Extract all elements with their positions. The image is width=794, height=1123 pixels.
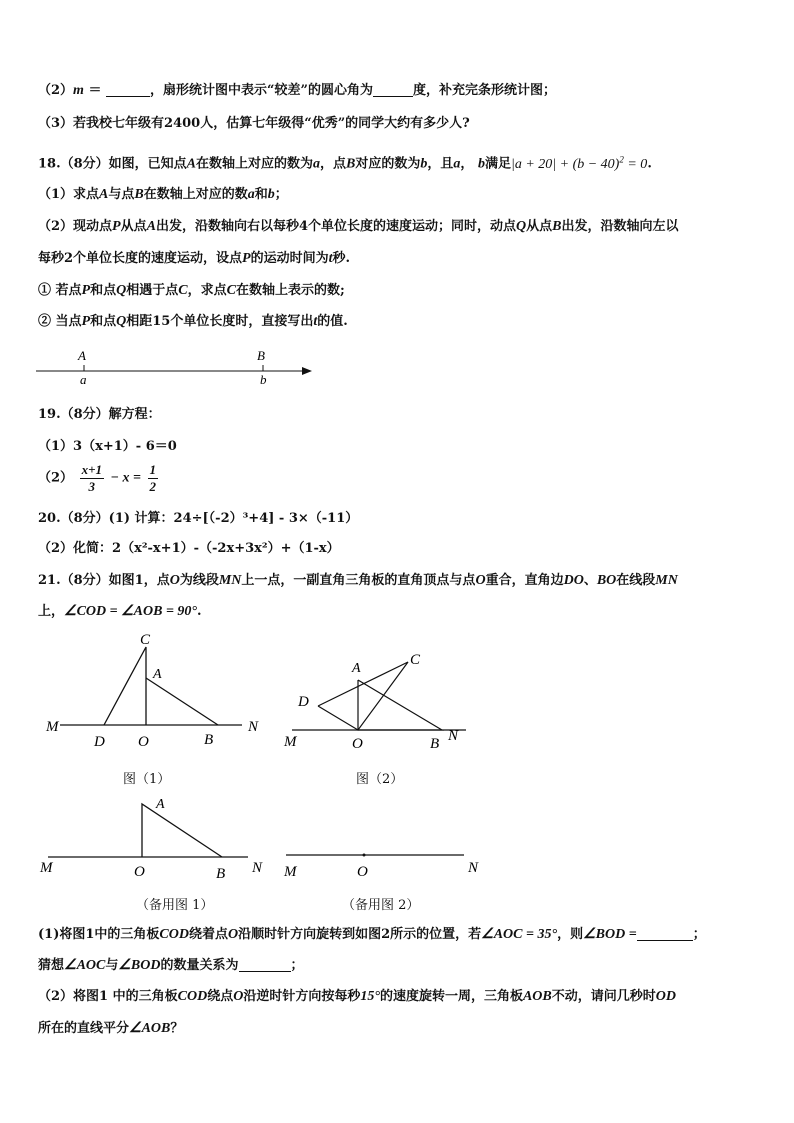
number-line-figure: [36, 344, 318, 386]
q20-part2: （2）化简：2（x²-x+1）-（-2x+3x²）+（1-x）: [38, 541, 340, 556]
label-B: B: [257, 348, 265, 363]
label-N: N: [468, 860, 479, 876]
caption-figure-1: 图（1）: [123, 772, 171, 787]
q19-head: 19.（8分）解方程：: [38, 407, 161, 422]
q18-part2-line1: （2）现动点P从点A出发，沿数轴向右以每秒4个单位长度的速度运动；同时，动点Q从点B出发，沿数轴向左以: [38, 219, 679, 234]
answer-blank-bod[interactable]: [637, 926, 693, 941]
q18-part1: （1）求点A与点B在数轴上对应的数a和b；: [38, 187, 288, 202]
q18-equation: $|a + 20| + (b - 40)^2 = 0$: [510, 154, 648, 172]
label-B: B: [430, 736, 440, 752]
label-A: A: [352, 661, 361, 676]
spare-figure-2: [280, 840, 490, 884]
figure-2: [280, 650, 480, 752]
fraction-left: $\frac{x+1}{3}$: [81, 462, 102, 494]
label-N: N: [248, 719, 259, 735]
label-C: C: [410, 652, 421, 668]
label-O: O: [352, 736, 363, 752]
label-B: B: [216, 866, 226, 882]
label-b: b: [260, 372, 267, 386]
label-C: C: [140, 632, 151, 648]
label-O: O: [138, 734, 149, 750]
figure-1: [42, 630, 272, 750]
caption-spare-2: （备用图 2）: [342, 898, 420, 913]
spare-figure-1: [38, 794, 274, 884]
q21-part1-line2: 猜想∠AOC与∠BOD的数量关系为 ；: [38, 958, 304, 973]
fraction-right: $\frac{1}{2}$: [149, 462, 157, 494]
caption-figure-2: 图（2）: [356, 772, 404, 787]
answer-blank-relation[interactable]: [239, 957, 291, 972]
q17-part3: （3）若我校七年级有2400人，估算七年级得“优秀”的同学大约有多少人?: [38, 116, 470, 131]
q18-case2: ② 当点P和点Q相距15个单位长度时，直接写出t的值.: [38, 314, 348, 329]
q19-part1: （1）3（x+1）- 6＝0: [38, 439, 177, 454]
label-a: a: [80, 372, 87, 386]
triangle-AOB: [358, 680, 442, 730]
label-M: M: [40, 860, 53, 876]
label-M: M: [46, 719, 59, 735]
label-N: N: [252, 860, 263, 876]
answer-blank-m[interactable]: [106, 82, 150, 97]
q18-case1: ① 若点P和点Q相遇于点C，求点C在数轴上表示的数;: [38, 283, 345, 298]
q19-part2: （2） $\frac{x+1}{3}$ − x = $\frac{1}{2}$: [38, 462, 157, 494]
arrow-right-icon: [302, 367, 312, 375]
point-O: [363, 854, 366, 857]
label-A: A: [156, 797, 165, 812]
q20-part1: 20.（8分）(1) 计算：24÷[（-2）³+4] - 3×（-11）: [38, 511, 359, 526]
label-O: O: [134, 864, 145, 880]
label-D: D: [298, 694, 309, 710]
label-N: N: [448, 728, 459, 744]
q21-part2-line2: 所在的直线平分∠AOB？: [38, 1021, 184, 1036]
label-A: A: [78, 348, 86, 363]
q17-part2: （2）m ＝ ，扇形统计图中表示“较差”的圆心角为 度，补充完条形统计图；: [38, 83, 556, 98]
answer-blank-angle[interactable]: [373, 82, 413, 97]
q21-head-line1: 21.（8分）如图1，点O为线段MN上一点，一副直角三角板的直角顶点与点O重合，直角边DO、BO在线段MN: [38, 573, 678, 588]
q18-head: 18.（8分）如图，已知点A在数轴上对应的数为a，点B对应的数为b，且a， b满足$|a + 20| + (b - 40)^2 = 0$.: [38, 154, 652, 172]
q18-part2-line2: 每秒2个单位长度的速度运动，设点P的运动时间为t秒.: [38, 251, 351, 266]
label-B: B: [204, 732, 214, 748]
q21-part1-line1: (1)将图1中的三角板COD绕着点O沿顺时针方向旋转到如图2所示的位置，若∠AOC = 35°，则∠BOD = ；: [38, 927, 706, 942]
label-D: D: [94, 734, 105, 750]
label-O: O: [357, 864, 368, 880]
caption-spare-1: （备用图 1）: [136, 898, 214, 913]
q21-part2-line1: （2）将图1 中的三角板COD绕点O沿逆时针方向按每秒15°的速度旋转一周，三角板AOB不动，请问几秒时OD: [38, 989, 677, 1004]
label-M: M: [284, 734, 297, 750]
q21-head-line2: 上，∠COD = ∠AOB = 90°.: [38, 604, 202, 619]
triangle-COD: [318, 662, 408, 730]
triangle-COD: [104, 647, 146, 725]
triangle-AOB: [142, 804, 222, 857]
label-M: M: [284, 864, 297, 880]
triangle-AOB: [146, 678, 218, 725]
label-A: A: [153, 667, 162, 682]
